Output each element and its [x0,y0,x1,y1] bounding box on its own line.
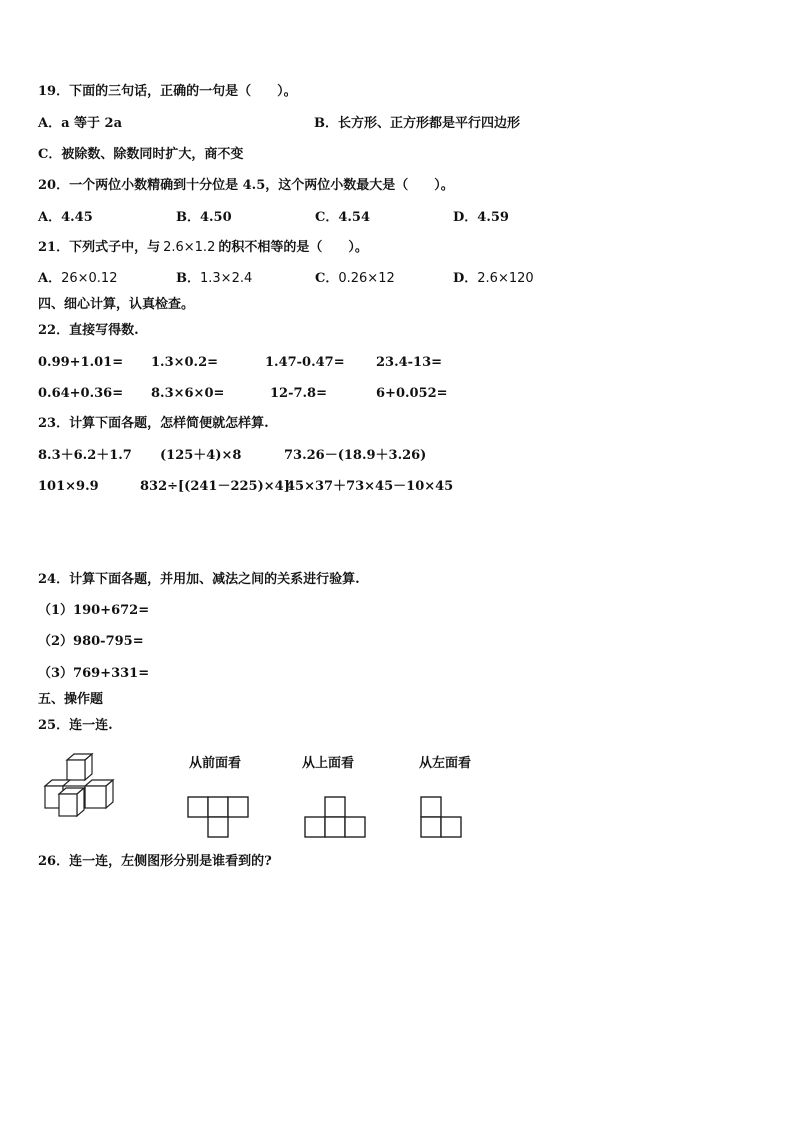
q19-stem: 19．下面的三句话，正确的一句是（ ）。 [38,84,297,99]
q24-item-3: （3）769+331= [38,666,150,681]
q24-item-2: （2）980-795= [38,634,144,649]
q22-r1-c2: 1.3×0.2= [151,355,219,370]
q21-option-d-letter: D． [453,271,478,286]
q21-stem [38,240,368,256]
q21-option-c [315,271,395,287]
q19-option-b: B．长方形、正方形都是平行四边形 [314,116,520,131]
q21-option-a-letter: A． [38,271,62,286]
q25-stem: 25．连一连. [38,718,113,733]
q26-stem: 26．连一连，左侧图形分别是谁看到的? [38,854,272,869]
q21-option-b-letter: B． [176,271,200,286]
front-view-label: 从前面看 [189,756,242,771]
q24-item-1: （1）190+672= [38,603,150,618]
q21-option-d-expr: 2.6×120 [477,271,534,286]
q22-r2-c1: 0.64+0.36= [38,386,124,401]
q23-r2-c1: 101×9.9 [38,479,99,494]
q23-stem: 23．计算下面各题，怎样简便就怎样算. [38,416,269,431]
cube-stack-figure [40,752,140,822]
q23-r2-c3: 45×37＋73×45－10×45 [286,479,454,494]
q20-stem: 20．一个两位小数精确到十分位是 4.5，这个两位小数最大是（ ）。 [38,178,454,193]
q22-r1-c4: 23.4-13= [376,355,443,370]
front-view-shape [186,795,252,839]
q23-r1-c2: (125＋4)×8 [160,448,242,463]
left-view-label: 从左面看 [419,756,472,771]
q21-stem-prefix: 21．下列式子中，与 [38,240,161,255]
q22-r2-c4: 6+0.052= [376,386,448,401]
q20-option-c: C．4.54 [315,210,371,225]
q23-r1-c3: 73.26－(18.9＋3.26) [284,448,427,463]
q21-option-d [453,271,534,287]
q21-option-b-expr: 1.3×2.4 [200,271,253,286]
q21-stem-expression: 2.6×1.2 [163,240,216,255]
q24-stem: 24．计算下面各题，并用加、减法之间的关系进行验算. [38,572,360,587]
q21-option-c-expr: 0.26×12 [338,271,395,286]
q23-r2-c2: 832÷[(241－225)×4] [140,479,290,494]
q21-option-a-expr: 26×0.12 [61,271,118,286]
q21-option-a [38,271,117,287]
q19-option-a: A．a 等于 2a [38,116,123,131]
q21-option-c-letter: C． [315,271,339,286]
q22-r1-c1: 0.99+1.01= [38,355,124,370]
q22-stem: 22．直接写得数. [38,323,139,338]
q20-option-d: D．4.59 [453,210,509,225]
q20-option-a: A．4.45 [38,210,93,225]
top-view-label: 从上面看 [302,756,355,771]
q22-r2-c2: 8.3×6×0= [151,386,225,401]
q21-option-b [176,271,252,287]
left-view-shape [419,795,465,839]
q21-stem-suffix: 的积不相等的是（ ）。 [218,240,368,255]
section-4-heading: 四、细心计算，认真检查。 [38,297,195,312]
q22-r1-c3: 1.47-0.47= [265,355,345,370]
top-view-shape [303,795,369,839]
q19-option-c: C．被除数、除数同时扩大，商不变 [38,147,244,162]
q23-r1-c1: 8.3＋6.2＋1.7 [38,448,132,463]
section-5-heading: 五、操作题 [38,692,104,707]
q22-r2-c3: 12-7.8= [270,386,327,401]
q20-option-b: B．4.50 [176,210,232,225]
